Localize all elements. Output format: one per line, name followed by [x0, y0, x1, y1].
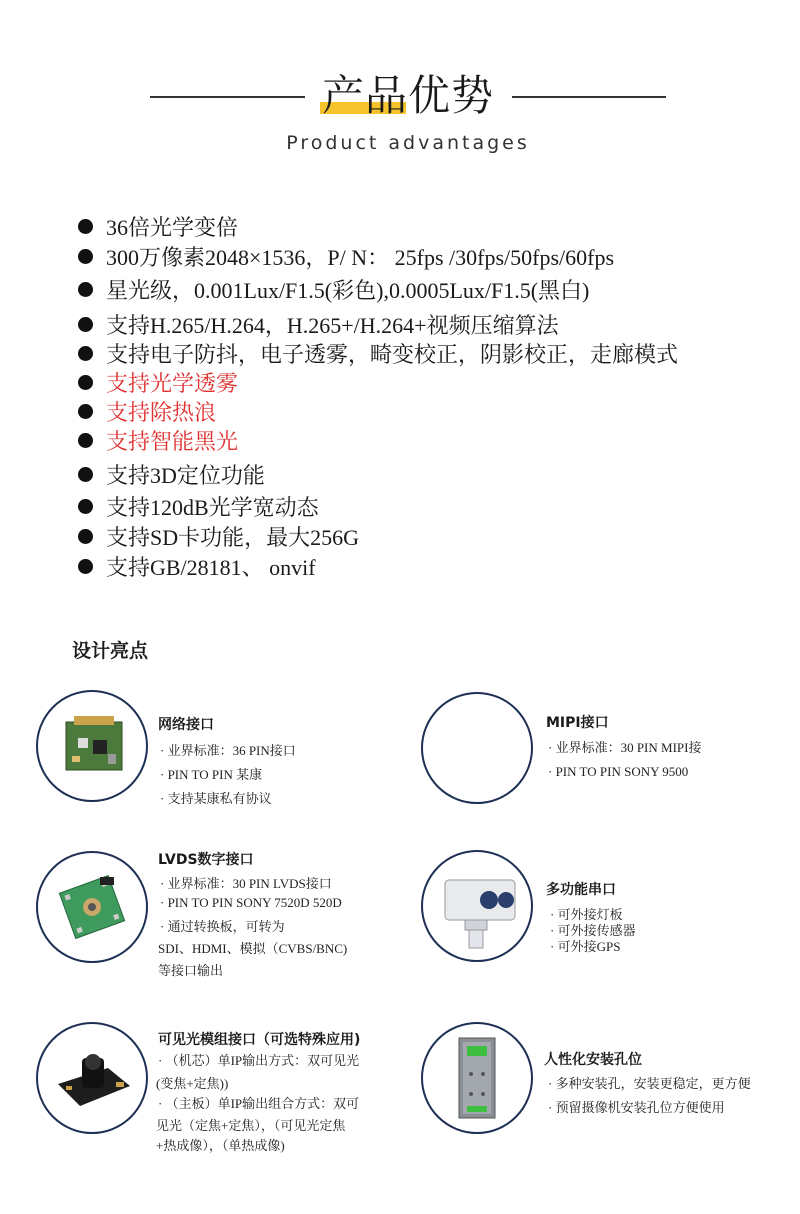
advantage-item: 星光级，0.001Lux/F1.5(彩色),0.0005Lux/F1.5(黑白): [78, 274, 589, 304]
feature-title: 人性化安装孔位: [544, 1052, 642, 1068]
feature-line: · PIN TO PIN SONY 9500: [548, 764, 689, 779]
bullet-dot-icon: [78, 282, 93, 297]
feature-line: · 预留摄像机安装孔位方便使用: [548, 1100, 725, 1115]
lvds-board-image: [36, 851, 148, 963]
advantage-item: 支持电子防抖，电子透雾，畸变校正，阴影校正，走廊模式: [78, 338, 678, 368]
feature-line: · 支持某康私有协议: [160, 791, 272, 806]
feature-title: LVDS数字接口: [158, 852, 254, 868]
feature-image-empty: [421, 692, 533, 804]
advantage-item-highlight: 支持光学透雾: [78, 367, 238, 397]
bullet-dot-icon: [78, 404, 93, 419]
feature-line: +热成像），（单热成像): [156, 1138, 285, 1153]
feature-title: MIPI接口: [546, 715, 609, 731]
ptz-camera-image: [421, 850, 533, 962]
feature-line: · 多种安装孔，安装更稳定，更方便: [548, 1076, 751, 1091]
feature-line: · （机芯）单IP输出方式：双可见光: [158, 1053, 360, 1068]
bullet-dot-icon: [78, 219, 93, 234]
feature-line: (变焦+定焦)): [156, 1076, 229, 1091]
network-board-image: [36, 690, 148, 802]
feature-title: 可见光模组接口（可选特殊应用): [158, 1032, 361, 1048]
feature-line: · 通过转换板，可转为: [160, 919, 285, 934]
section-title: 设计亮点: [72, 640, 149, 662]
advantage-item: 支持SD卡功能，最大256G: [78, 521, 359, 551]
advantage-item-highlight: 支持除热浪: [78, 396, 216, 426]
feature-line: · PIN TO PIN SONY 7520D 520D: [160, 895, 342, 910]
feature-line: · 业界标准：36 PIN接口: [160, 743, 296, 758]
advantage-item-highlight: 支持智能黑光: [78, 425, 238, 455]
bullet-dot-icon: [78, 346, 93, 361]
header-rule-right: [512, 96, 666, 98]
feature-line: SDI、HDMI、模拟（CVBS/BNC): [158, 941, 348, 956]
page-title: 产品优势: [321, 71, 494, 120]
bullet-dot-icon: [78, 467, 93, 482]
feature-line: · 可外接GPS: [550, 939, 621, 954]
bullet-dot-icon: [78, 559, 93, 574]
camera-module-image: [36, 1022, 148, 1134]
feature-line: · 业界标准：30 PIN MIPI接: [548, 740, 702, 755]
advantage-item: 支持GB/28181、 onvif: [78, 551, 316, 581]
bullet-dot-icon: [78, 529, 93, 544]
advantage-item: 支持H.265/H.264，H.265+/H.264+视频压缩算法: [78, 309, 559, 339]
feature-line: · 可外接传感器: [550, 923, 636, 938]
mounting-plate-image: [421, 1022, 533, 1134]
advantage-item: 支持3D定位功能: [78, 459, 265, 489]
bullet-dot-icon: [78, 375, 93, 390]
advantage-item: 300万像素2048×1536，P/ N： 25fps /30fps/50fps/60fps: [78, 241, 614, 271]
page-subtitle: Product advantages: [286, 132, 530, 154]
bullet-dot-icon: [78, 249, 93, 264]
feature-line: 见光（定焦+定焦），（可见光定焦: [156, 1118, 346, 1133]
advantage-item: 支持120dB光学宽动态: [78, 491, 319, 521]
feature-line: · （主板）单IP输出组合方式：双可: [158, 1096, 360, 1111]
advantage-item: 36倍光学变倍: [78, 211, 238, 241]
feature-line: · PIN TO PIN 某康: [160, 767, 263, 782]
title-block: [318, 66, 498, 126]
feature-line: · 可外接灯板: [550, 907, 623, 922]
bullet-dot-icon: [78, 317, 93, 332]
feature-title: 多功能串口: [546, 882, 616, 898]
bullet-dot-icon: [78, 433, 93, 448]
header-rule-left: [150, 96, 305, 98]
feature-line: · 业界标准：30 PIN LVDS接口: [160, 876, 332, 891]
feature-title: 网络接口: [158, 717, 214, 733]
feature-line: 等接口输出: [158, 963, 224, 978]
bullet-dot-icon: [78, 499, 93, 514]
